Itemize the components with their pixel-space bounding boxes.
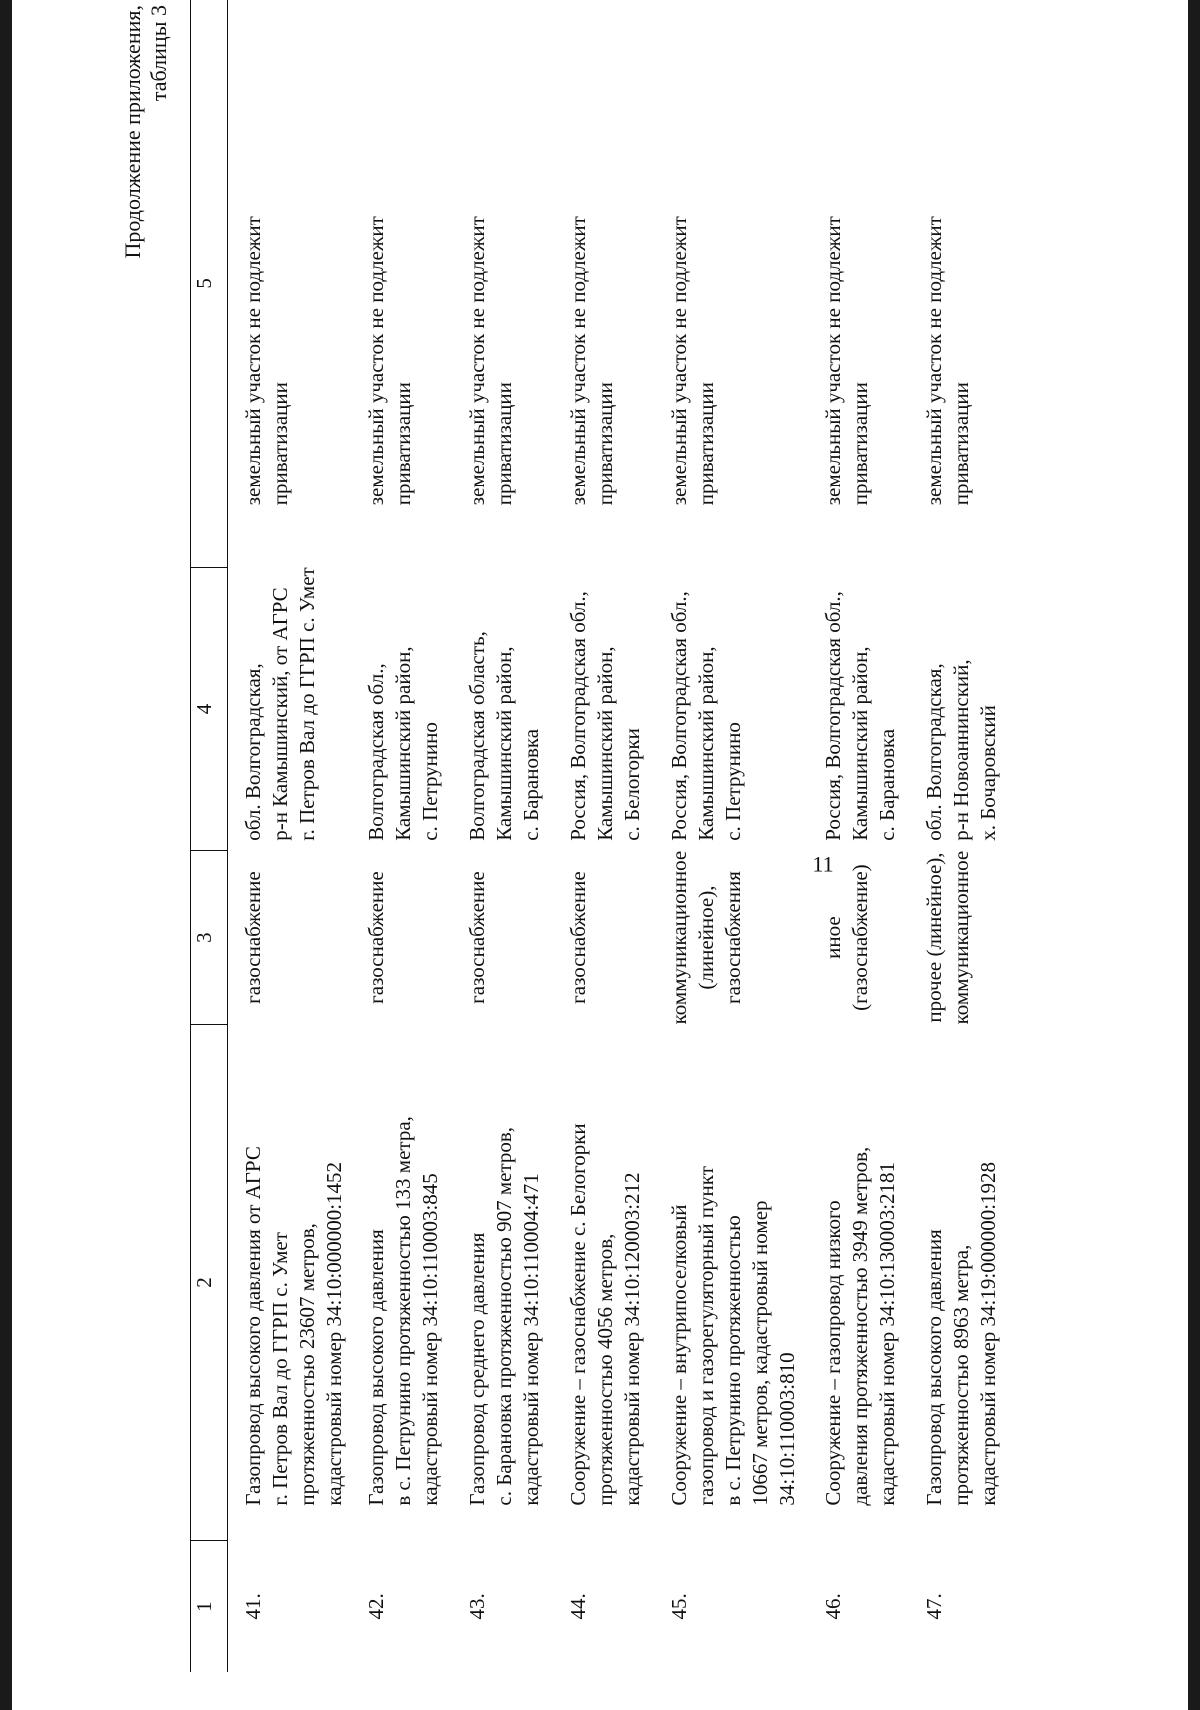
object-description xyxy=(452,1024,553,1540)
object-purpose-line: коммуникационное xyxy=(948,850,973,1025)
object-description-line: Газопровод высокого давления от АГРС xyxy=(241,1146,265,1506)
row-number: 42. xyxy=(363,1593,388,1620)
object-description-line: в с. Петрунино протяженностью 133 метра, xyxy=(390,1116,415,1506)
row-number: 45. xyxy=(666,1593,691,1620)
object-purpose-line: газоснабжения xyxy=(720,871,745,1004)
table-row xyxy=(909,0,1039,1672)
object-description xyxy=(228,1024,351,1540)
object-description-line: Газопровод высокого давления xyxy=(921,1229,946,1506)
continuation-note xyxy=(120,5,172,285)
object-address xyxy=(909,567,1039,851)
object-address-line: Камышинский район, xyxy=(847,646,872,841)
object-description-line: Сооружение – внутрипоселковый xyxy=(666,1204,691,1506)
object-note-line: земельный участок не подлежит xyxy=(565,216,590,506)
object-purpose xyxy=(808,851,909,1025)
object-note-line: земельный участок не подлежит xyxy=(820,216,845,506)
row-number: 47. xyxy=(921,1593,946,1620)
object-address-line: с. Петрунино xyxy=(417,722,442,841)
object-description-line: кадастровый номер 34:10:110004:471 xyxy=(518,1173,543,1506)
table-row xyxy=(228,0,351,1672)
object-note-line: приватизации xyxy=(847,382,872,506)
object-description-line: 34:10:110003:810 xyxy=(774,1352,799,1506)
object-description-line: с. Барановка протяженностью 907 метров, xyxy=(491,1126,516,1506)
object-purpose-line: газоснабжение xyxy=(241,871,265,1004)
continuation-line-2: таблицы 3 xyxy=(146,5,171,102)
object-address-line: Волгоградская область, xyxy=(464,631,489,841)
table-row xyxy=(808,0,909,1672)
object-address-line: с. Петрунино xyxy=(720,722,745,841)
object-description-line: 10667 метров, кадастровый номер xyxy=(747,1200,772,1506)
object-purpose xyxy=(452,851,553,1025)
object-address-line: обл. Волгоградская, xyxy=(241,663,265,841)
object-description-line: в с. Петрунино протяженностью xyxy=(720,1215,745,1506)
object-note-line: приватизации xyxy=(592,382,617,506)
object-description-line: кадастровый номер 34:10:110003:845 xyxy=(417,1173,442,1506)
row-number: 41. xyxy=(241,1593,265,1620)
table-row xyxy=(351,0,452,1672)
object-note-line: земельный участок не подлежит xyxy=(241,216,265,506)
row-number: 44. xyxy=(565,1593,590,1620)
object-address-line: р-н Камышинский, от АГРС xyxy=(268,587,292,841)
object-purpose-line: коммуникационное xyxy=(666,850,691,1025)
object-note xyxy=(909,0,1039,567)
object-description xyxy=(909,1024,1039,1540)
object-note-line: земельный участок не подлежит xyxy=(363,216,388,506)
object-purpose xyxy=(553,851,654,1025)
object-address-line: Камышинский район, xyxy=(592,646,617,841)
object-note-line: приватизации xyxy=(491,382,516,506)
object-note xyxy=(553,0,654,567)
object-address-line: с. Барановка xyxy=(518,728,543,841)
object-description-line: кадастровый номер 34:10:120003:212 xyxy=(619,1172,644,1506)
object-purpose-line: газоснабжение xyxy=(464,871,489,1004)
object-purpose-line: (линейное), xyxy=(693,885,718,990)
object-purpose-line: газоснабжение xyxy=(363,871,388,1004)
object-note-line: земельный участок не подлежит xyxy=(666,216,691,506)
object-note xyxy=(452,0,553,567)
object-address-line: с. Белогорки xyxy=(619,728,644,841)
object-address-line: р-н Новоаннинский, xyxy=(948,659,973,841)
object-description xyxy=(808,1024,909,1540)
object-address-line: с. Барановка xyxy=(874,728,899,841)
row-number: 43. xyxy=(464,1593,489,1620)
table-row xyxy=(553,0,654,1672)
object-purpose-line: прочее (линейное), xyxy=(921,852,946,1023)
object-purpose xyxy=(909,851,1039,1025)
object-note xyxy=(654,0,808,567)
object-description-line: г. Петров Вал до ГГРП с. Умет xyxy=(268,1232,292,1506)
object-description-line: протяженностью 4056 метров, xyxy=(592,1233,617,1506)
object-note xyxy=(351,0,452,567)
object-note-line: приватизации xyxy=(948,382,973,506)
object-description-line: кадастровый номер 34:10:130003:2181 xyxy=(874,1161,899,1506)
header-cell: 3 xyxy=(191,851,228,1025)
object-address-line: Камышинский район, xyxy=(693,646,718,841)
object-description xyxy=(553,1024,654,1540)
object-address xyxy=(553,567,654,851)
object-description-line: Газопровод среднего давления xyxy=(464,1232,489,1506)
table-row xyxy=(654,0,808,1672)
object-address-line: Россия, Волгоградская обл., xyxy=(666,591,691,841)
object-description-line: Газопровод высокого давления xyxy=(363,1229,388,1506)
object-address xyxy=(654,567,808,851)
object-note xyxy=(228,0,351,567)
object-note-line: земельный участок не подлежит xyxy=(921,216,946,506)
object-description-line: кадастровый номер 34:10:000000:1452 xyxy=(322,1161,346,1506)
object-description-line: кадастровый номер 34:19:000000:1928 xyxy=(975,1161,1000,1506)
object-purpose xyxy=(351,851,452,1025)
object-purpose-line: газоснабжение xyxy=(565,871,590,1004)
object-note-line: приватизации xyxy=(268,382,292,506)
object-purpose xyxy=(654,851,808,1025)
object-note-line: приватизации xyxy=(693,382,718,506)
object-address-line: г. Петров Вал до ГГРП с. Умет xyxy=(295,567,319,841)
object-address-line: Камышинский район, xyxy=(390,646,415,841)
table-header-row xyxy=(191,0,228,1672)
object-purpose-line: иное xyxy=(820,916,845,959)
object-description-line: протяженностью 23607 метров, xyxy=(295,1223,319,1506)
object-address-line: Россия, Волгоградская обл., xyxy=(820,591,845,841)
object-address-line: Волгоградская обл., xyxy=(363,663,388,841)
object-description xyxy=(654,1024,808,1540)
page-number: 11 xyxy=(812,851,834,877)
row-number: 46. xyxy=(820,1593,845,1620)
object-purpose xyxy=(228,851,351,1025)
object-description-line: Сооружение – газоснабжение с. Белогорки xyxy=(565,1123,590,1506)
object-address xyxy=(351,567,452,851)
object-note-line: земельный участок не подлежит xyxy=(464,216,489,506)
object-description-line: протяженностью 8963 метра, xyxy=(948,1244,973,1506)
object-description-line: Сооружение – газопровод низкого xyxy=(820,1200,845,1506)
object-description xyxy=(351,1024,452,1540)
object-note xyxy=(808,0,909,567)
header-cell: 5 xyxy=(191,0,228,567)
header-cell: 4 xyxy=(191,567,228,851)
object-address xyxy=(228,567,351,851)
object-address-line: Россия, Волгоградская обл., xyxy=(565,591,590,841)
table-row xyxy=(452,0,553,1672)
object-note-line: приватизации xyxy=(390,382,415,506)
object-address-line: обл. Волгоградская, xyxy=(921,663,946,841)
continuation-line-1: Продолжение приложения, xyxy=(120,5,145,259)
object-address xyxy=(808,567,909,851)
header-cell: 1 xyxy=(192,1601,216,1612)
object-description-line: газопровод и газорегуляторный пункт xyxy=(693,1166,718,1506)
object-address-line: х. Бочаровский xyxy=(975,705,1000,841)
object-purpose-line: (газоснабжение) xyxy=(847,864,872,1011)
header-cell: 2 xyxy=(191,1024,228,1540)
object-address-line: Камышинский район, xyxy=(491,646,516,841)
object-address xyxy=(452,567,553,851)
property-table xyxy=(190,0,1039,1672)
object-description-line: давления протяженностью 3949 метров, xyxy=(847,1146,872,1506)
